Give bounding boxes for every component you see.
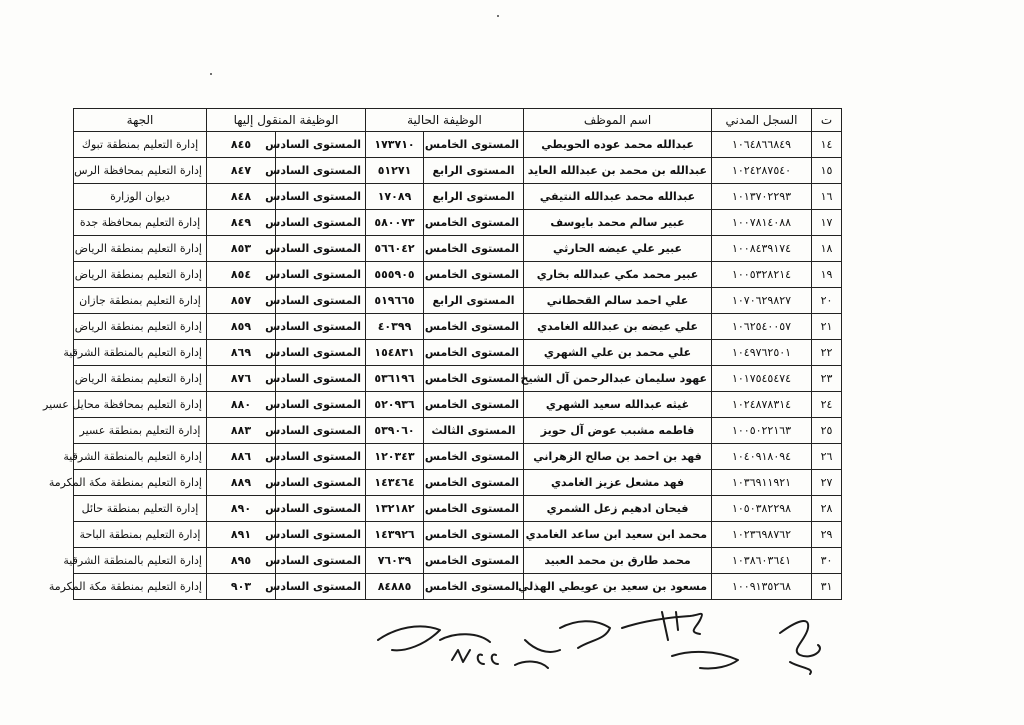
current-code-cell: ٥٥٥٩٠٥ [366,262,424,288]
civil-id-cell: ١٠٤٠٩١٨٠٩٤ [712,444,812,470]
employee-name-cell: عبير سالم محمد بايوسف [524,210,712,236]
department-cell: إدارة التعليم بمنطقة الرياض [74,262,207,288]
employee-name-cell: عبدالله بن محمد بن عبدالله العايد [524,158,712,184]
current-grade-cell: المستوى الخامس [424,236,524,262]
new-code-cell: ٨٤٨ [207,184,276,210]
employee-name-cell: غيثه عبدالله سعيد الشهري [524,392,712,418]
table-row [74,366,842,392]
civil-id-cell: ١٠٠٥٠٢٢١٦٣ [712,418,812,444]
department-cell: إدارة التعليم بمنطقة الرياض [74,236,207,262]
new-code-cell: ٨٨٣ [207,418,276,444]
current-grade-cell: المستوى الرابع [424,288,524,314]
current-grade-cell: المستوى الخامس [424,262,524,288]
civil-id-cell: ١٠٠٧٨١٤٠٨٨ [712,210,812,236]
new-code-cell: ٨٨٠ [207,392,276,418]
table-row [74,496,842,522]
employee-name-cell: فهد مشعل عزيز الغامدي [524,470,712,496]
employee-name-cell: فيحان ادهيم زعل الشمري [524,496,712,522]
civil-id-cell: ١٠٣٨٦٠٣٦٤١ [712,548,812,574]
row-no: ١٧ [812,210,842,236]
department-cell: إدارة التعليم بمنطقة حائل [74,496,207,522]
new-grade-cell: المستوى السادس [276,340,366,366]
current-code-cell: ١٧٠٨٩ [366,184,424,210]
table-header-row [74,109,842,132]
table-row [74,158,842,184]
current-code-cell: ٨٤٨٨٥ [366,574,424,600]
table-row [74,262,842,288]
row-no: ٢٢ [812,340,842,366]
table-row [74,210,842,236]
header-new-job: الوظيفة المنقول إليها [207,109,366,132]
row-no: ٢٦ [812,444,842,470]
department-cell: إدارة التعليم بمنطقة مكة المكرمة [74,574,207,600]
new-grade-cell: المستوى السادس [276,418,366,444]
current-code-cell: ١٧٣٧١٠ [366,132,424,158]
current-grade-cell: المستوى الخامس [424,470,524,496]
transfer-table [43,108,842,600]
civil-id-cell: ١٠٥٠٣٨٢٢٩٨ [712,496,812,522]
department-cell: إدارة التعليم بمنطقة الرياض [74,314,207,340]
current-code-cell: ١٣٢١٨٢ [366,496,424,522]
new-code-cell: ٨٩١ [207,522,276,548]
table-row [74,288,842,314]
new-grade-cell: المستوى السادس [276,288,366,314]
department-cell: إدارة التعليم بمنطقة مكة المكرمة [74,470,207,496]
scan-speck [497,15,499,17]
current-grade-cell: المستوى الثالث [424,418,524,444]
employee-name-cell: علي محمد بن علي الشهري [524,340,712,366]
civil-id-cell: ١٠١٧٥٤٥٤٧٤ [712,366,812,392]
current-code-cell: ٥٢٠٩٣٦ [366,392,424,418]
civil-id-cell: ١٠٠٥٣٢٨٢١٤ [712,262,812,288]
department-cell: إدارة التعليم بالمنطقة الشرقية [74,548,207,574]
row-no: ٢٠ [812,288,842,314]
new-code-cell: ٨٥٩ [207,314,276,340]
current-grade-cell: المستوى الخامس [424,210,524,236]
row-no: ٢٥ [812,418,842,444]
table-row [74,184,842,210]
department-cell: ديوان الوزارة [74,184,207,210]
employee-name-cell: محمد طارق بن محمد العبيد [524,548,712,574]
civil-id-cell: ١٠٧٠٦٢٩٨٢٧ [712,288,812,314]
current-code-cell: ١٤٣٩٢٦ [366,522,424,548]
new-code-cell: ٨٨٩ [207,470,276,496]
row-no: ١٤ [812,132,842,158]
civil-id-cell: ١٠٦٤٨٦٦٨٤٩ [712,132,812,158]
row-no: ٢٨ [812,496,842,522]
header-name: اسم الموظف [524,109,712,132]
table-row [74,418,842,444]
new-grade-cell: المستوى السادس [276,236,366,262]
table-row [74,470,842,496]
current-code-cell: ٥٣٩٠٦٠ [366,418,424,444]
department-cell: إدارة التعليم بالمنطقة الشرقية [74,340,207,366]
new-grade-cell: المستوى السادس [276,262,366,288]
table-row [74,574,842,600]
new-grade-cell: المستوى السادس [276,366,366,392]
table-body [43,132,842,600]
department-cell: إدارة التعليم بمحافظة الرس [74,158,207,184]
table-row [74,548,842,574]
department-cell: إدارة التعليم بمنطقة عسير [74,418,207,444]
signature-4 [440,634,498,664]
current-code-cell: ٥٣٦١٩٦ [366,366,424,392]
row-no: ٣٠ [812,548,842,574]
current-code-cell: ٧٦٠٣٩ [366,548,424,574]
current-code-cell: ٥٦٦٠٤٢ [366,236,424,262]
civil-id-cell: ١٠٦٢٥٤٠٠٥٧ [712,314,812,340]
current-grade-cell: المستوى الخامس [424,444,524,470]
new-code-cell: ٨٧٦ [207,366,276,392]
new-code-cell: ٨٤٧ [207,158,276,184]
department-cell: إدارة التعليم بمنطقة الباحة [74,522,207,548]
new-grade-cell: المستوى السادس [276,158,366,184]
signature-2 [622,614,738,669]
current-grade-cell: المستوى الخامس [424,574,524,600]
civil-id-cell: ١٠٤٩٧٦٢٥٠١ [712,340,812,366]
new-grade-cell: المستوى السادس [276,470,366,496]
current-code-cell: ١٥٤٨٣١ [366,340,424,366]
current-grade-cell: المستوى الخامس [424,366,524,392]
current-grade-cell: المستوى الخامس [424,314,524,340]
table-row [74,444,842,470]
row-no: ٢٤ [812,392,842,418]
current-grade-cell: المستوى الرابع [424,158,524,184]
current-grade-cell: المستوى الرابع [424,184,524,210]
row-no: ٢٣ [812,366,842,392]
department-cell: إدارة التعليم بمحافظة محايل عسير [74,392,207,418]
table-row [74,314,842,340]
row-no: ٢٩ [812,522,842,548]
civil-id-cell: ١٠٠٨٤٣٩١٧٤ [712,236,812,262]
current-code-cell: ٥١٢٧١ [366,158,424,184]
civil-id-cell: ١٠٢٤٢٨٧٥٤٠ [712,158,812,184]
new-code-cell: ٨٥٣ [207,236,276,262]
new-code-cell: ٨٦٩ [207,340,276,366]
employee-name-cell: علي احمد سالم القحطاني [524,288,712,314]
row-no: ١٩ [812,262,842,288]
current-code-cell: ١٤٣٤٦٤ [366,470,424,496]
table-row [74,236,842,262]
new-code-cell: ٨٤٩ [207,210,276,236]
scan-speck [210,73,212,75]
civil-id-cell: ١٠٠٩١٣٥٢٦٨ [712,574,812,600]
employee-name-cell: عبير علي عيضه الحارثي [524,236,712,262]
table-row [74,392,842,418]
table-row [74,522,842,548]
header-department: الجهة [74,109,207,132]
new-code-cell: ٨٨٦ [207,444,276,470]
current-code-cell: ٥١٩٦٦٥ [366,288,424,314]
civil-id-cell: ١٠٢٣٦٩٨٧٦٢ [712,522,812,548]
header-civil-id: السجل المدني [712,109,812,132]
new-grade-cell: المستوى السادس [276,314,366,340]
department-cell: إدارة التعليم بمنطقة الرياض [74,366,207,392]
signature-3 [515,621,610,668]
employee-name-cell: فهد بن احمد بن صالح الزهراني [524,444,712,470]
current-code-cell: ٥٨٠٠٧٣ [366,210,424,236]
current-code-cell: ١٢٠٣٤٣ [366,444,424,470]
row-no: ٢٧ [812,470,842,496]
employee-name-cell: علي عيضه بن عبدالله الغامدي [524,314,712,340]
row-no: ٢١ [812,314,842,340]
civil-id-cell: ١٠٢٤٨٧٨٣١٤ [712,392,812,418]
table-row [74,132,842,158]
civil-id-cell: ١٠١٣٧٠٢٢٩٣ [712,184,812,210]
new-grade-cell: المستوى السادس [276,392,366,418]
signature-5 [378,626,440,650]
row-no: ٣١ [812,574,842,600]
new-code-cell: ٨٤٥ [207,132,276,158]
new-code-cell: ٨٩٥ [207,548,276,574]
new-code-cell: ٨٩٠ [207,496,276,522]
current-grade-cell: المستوى الخامس [424,392,524,418]
civil-id-cell: ١٠٣٦٩١١٩٢١ [712,470,812,496]
employee-name-cell: عبدالله محمد عبدالله النتيفي [524,184,712,210]
header-current-job: الوظيفة الحالية [366,109,524,132]
new-grade-cell: المستوى السادس [276,444,366,470]
current-grade-cell: المستوى الخامس [424,522,524,548]
current-code-cell: ٤٠٣٩٩ [366,314,424,340]
current-grade-cell: المستوى الخامس [424,132,524,158]
new-code-cell: ٨٥٧ [207,288,276,314]
department-cell: إدارة التعليم بمحافظة جدة [74,210,207,236]
current-grade-cell: المستوى الخامس [424,496,524,522]
new-grade-cell: المستوى السادس [276,210,366,236]
new-grade-cell: المستوى السادس [276,184,366,210]
employee-name-cell: فاطمه مشبب عوض آل حويز [524,418,712,444]
employee-name-cell: عهود سليمان عبدالرحمن آل الشيخ [524,366,712,392]
new-grade-cell: المستوى السادس [276,548,366,574]
row-no: ١٨ [812,236,842,262]
employee-name-cell: عبير محمد مكي عبدالله بخاري [524,262,712,288]
table-row [74,340,842,366]
department-cell: إدارة التعليم بمنطقة جازان [74,288,207,314]
new-grade-cell: المستوى السادس [276,132,366,158]
row-no: ١٥ [812,158,842,184]
employee-name-cell: مسعود بن سعيد بن عويطي الهذلي [524,574,712,600]
new-grade-cell: المستوى السادس [276,496,366,522]
header-no: ت [812,109,842,132]
new-grade-cell: المستوى السادس [276,522,366,548]
current-grade-cell: المستوى الخامس [424,548,524,574]
row-no: ١٦ [812,184,842,210]
employee-name-cell: محمد ابن سعيد ابن ساعد الغامدي [524,522,712,548]
new-grade-cell: المستوى السادس [276,574,366,600]
signature-1 [780,621,820,674]
new-code-cell: ٩٠٣ [207,574,276,600]
current-grade-cell: المستوى الخامس [424,340,524,366]
department-cell: إدارة التعليم بالمنطقة الشرقية [74,444,207,470]
employee-name-cell: عبدالله محمد عوده الحويطي [524,132,712,158]
new-code-cell: ٨٥٤ [207,262,276,288]
department-cell: إدارة التعليم بمنطقة تبوك [74,132,207,158]
